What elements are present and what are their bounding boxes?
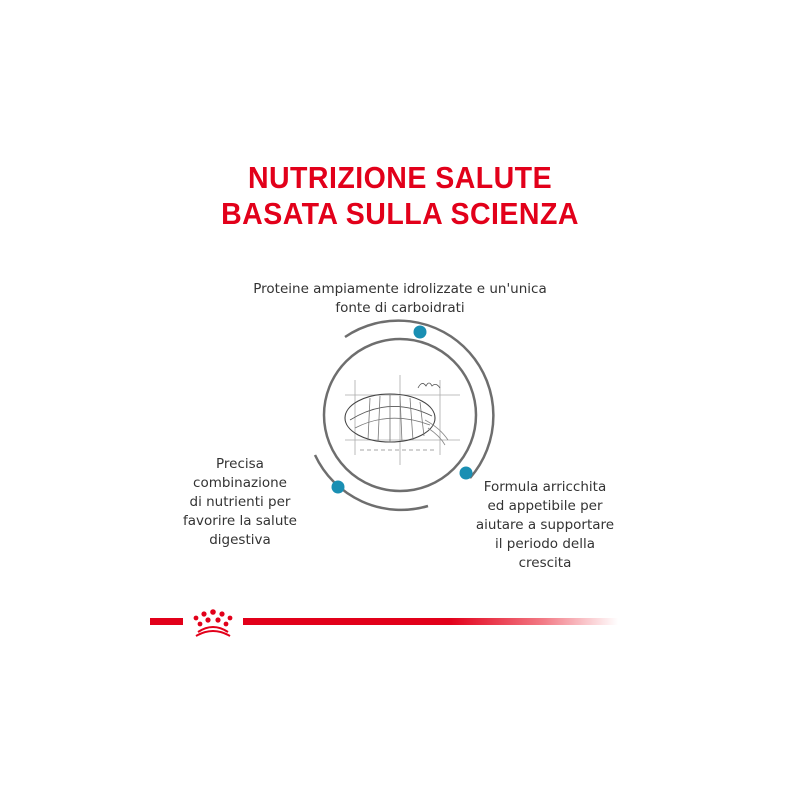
accent-dot-top [414,326,427,339]
headline-line-2: BASATA SULLA SCIENZA [221,196,579,231]
benefit-top-line: fonte di carboidrati [335,300,465,316]
headline [32,160,768,232]
benefit-top [250,280,550,318]
accent-dot-left [332,481,345,494]
benefit-left [160,455,320,550]
headline-line-1: NUTRIZIONE SALUTE [247,160,553,195]
benefit-right-line: aiutare a supportare [475,517,615,533]
kibble-diagram [300,315,500,515]
accent-dot-right [460,467,473,480]
outer-arc-bottom-left [315,455,428,510]
benefit-right-line: crescita [518,555,572,571]
kibble-sketch-icon [345,375,460,465]
benefit-left-line: favorire la salute [183,513,297,529]
footer-line-left [150,618,183,625]
benefit-right-line: ed appetibile per [487,498,603,514]
benefit-left-line: digestiva [209,532,271,548]
benefit-left-line: Precisa [216,456,264,472]
footer-line-right [243,618,618,625]
royal-crown-logo [186,608,240,638]
benefit-left-line: di nutrienti per [189,494,291,510]
benefit-left-line: combinazione [193,475,287,491]
benefit-right-line: Formula arricchita [483,479,607,495]
benefit-right-line: il periodo della [495,536,595,552]
benefit-top-line: Proteine ampiamente idrolizzate e un'unica [253,281,547,297]
